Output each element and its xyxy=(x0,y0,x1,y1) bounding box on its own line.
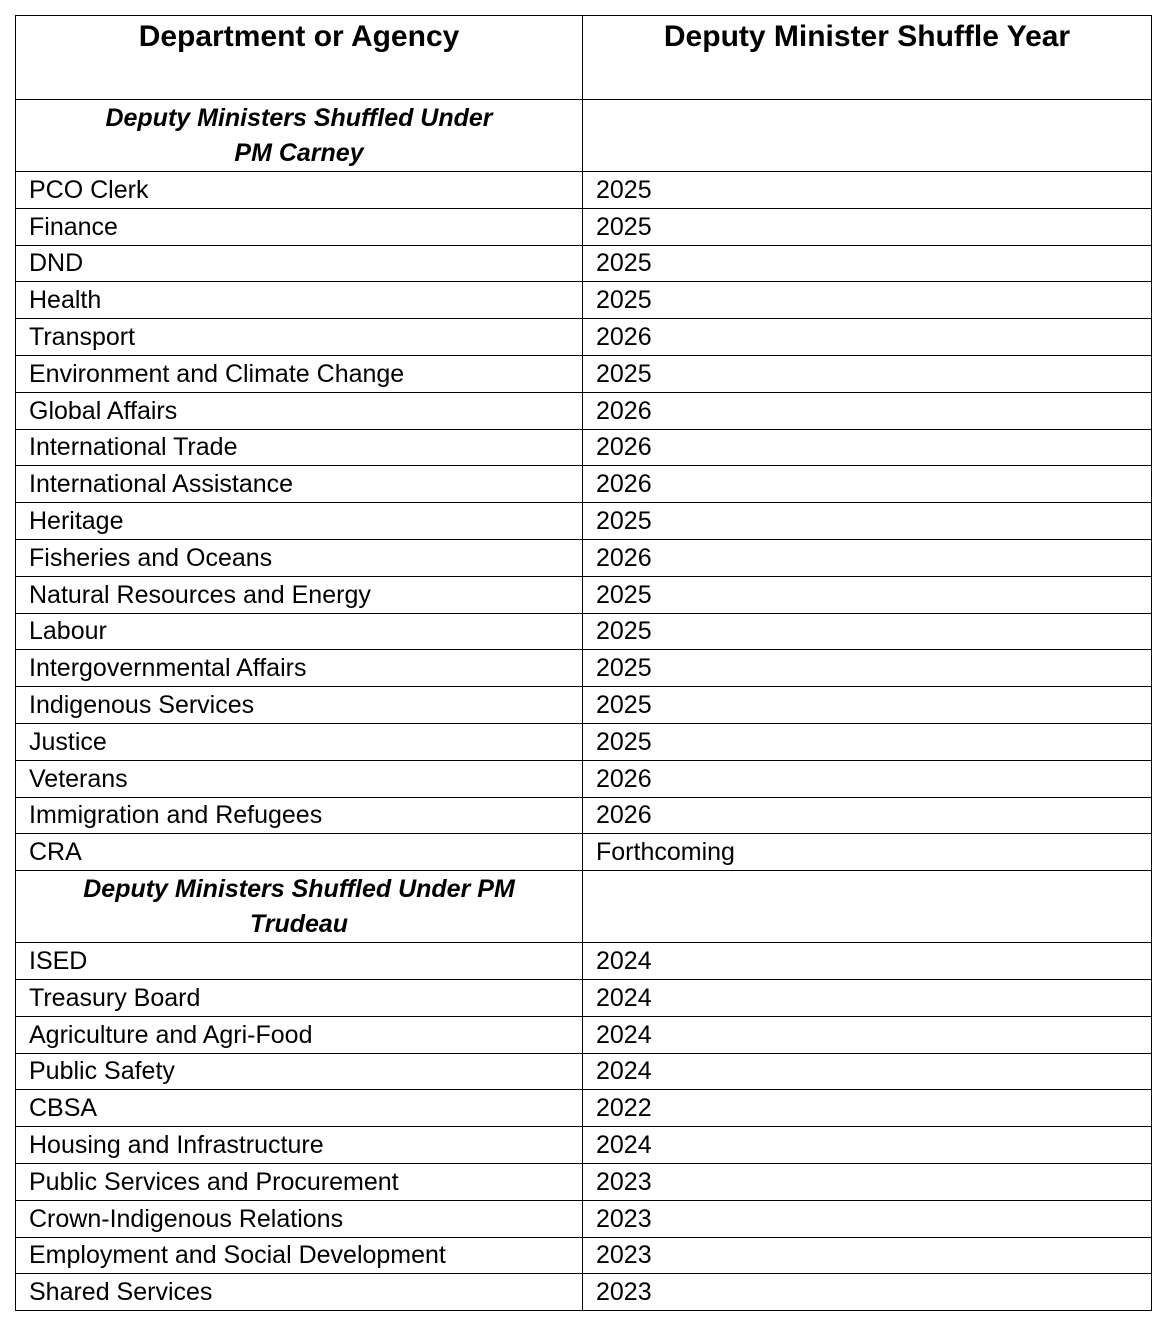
header-department: Department or Agency xyxy=(16,16,583,100)
header-shuffle-year: Deputy Minister Shuffle Year xyxy=(583,16,1152,100)
table-row xyxy=(16,760,1152,797)
shuffle-year-cell: 2024 xyxy=(583,979,1152,1016)
section-header-row xyxy=(16,100,1152,172)
department-cell: Health xyxy=(16,282,583,319)
department-cell: Natural Resources and Energy xyxy=(16,576,583,613)
shuffle-year-cell: 2024 xyxy=(583,1127,1152,1164)
shuffle-year-cell: 2025 xyxy=(583,503,1152,540)
shuffle-year-cell: 2025 xyxy=(583,613,1152,650)
department-cell: Transport xyxy=(16,319,583,356)
shuffle-year-cell: Forthcoming xyxy=(583,834,1152,871)
section-title-line: Deputy Ministers Shuffled Under xyxy=(105,103,493,132)
table-row xyxy=(16,723,1152,760)
table-row xyxy=(16,979,1152,1016)
section-title xyxy=(16,871,583,943)
table-row xyxy=(16,1127,1152,1164)
department-cell: Housing and Infrastructure xyxy=(16,1127,583,1164)
shuffle-year-cell: 2024 xyxy=(583,1016,1152,1053)
shuffle-year-cell: 2025 xyxy=(583,723,1152,760)
shuffle-year-cell: 2025 xyxy=(583,687,1152,724)
table-row xyxy=(16,539,1152,576)
department-cell: Agriculture and Agri-Food xyxy=(16,1016,583,1053)
shuffle-year-cell: 2022 xyxy=(583,1090,1152,1127)
table-row xyxy=(16,392,1152,429)
table-row xyxy=(16,503,1152,540)
table-row xyxy=(16,943,1152,980)
table-row xyxy=(16,576,1152,613)
section-title-line: Deputy Ministers Shuffled Under PM xyxy=(83,874,515,903)
table-row xyxy=(16,172,1152,209)
table-row xyxy=(16,1090,1152,1127)
shuffle-year-cell: 2025 xyxy=(583,282,1152,319)
shuffle-year-cell: 2025 xyxy=(583,172,1152,209)
shuffle-year-cell: 2025 xyxy=(583,650,1152,687)
table-row xyxy=(16,282,1152,319)
shuffle-year-cell: 2023 xyxy=(583,1237,1152,1274)
department-cell: Treasury Board xyxy=(16,979,583,1016)
shuffle-year-cell: 2026 xyxy=(583,539,1152,576)
section-empty-cell xyxy=(583,100,1152,172)
table-row xyxy=(16,797,1152,834)
department-cell: Crown-Indigenous Relations xyxy=(16,1200,583,1237)
section-header-row xyxy=(16,871,1152,943)
department-cell: Employment and Social Development xyxy=(16,1237,583,1274)
shuffle-year-cell: 2025 xyxy=(583,576,1152,613)
table-row xyxy=(16,208,1152,245)
table-row xyxy=(16,355,1152,392)
table-row xyxy=(16,1053,1152,1090)
department-cell: Labour xyxy=(16,613,583,650)
section-title-line: PM Carney xyxy=(234,138,364,167)
department-cell: Intergovernmental Affairs xyxy=(16,650,583,687)
department-cell: Shared Services xyxy=(16,1274,583,1311)
table-row xyxy=(16,1016,1152,1053)
department-cell: CBSA xyxy=(16,1090,583,1127)
department-cell: International Assistance xyxy=(16,466,583,503)
shuffle-year-cell: 2024 xyxy=(583,943,1152,980)
department-cell: Justice xyxy=(16,723,583,760)
department-cell: Environment and Climate Change xyxy=(16,355,583,392)
shuffle-year-cell: 2026 xyxy=(583,797,1152,834)
shuffle-year-cell: 2026 xyxy=(583,319,1152,356)
section-title xyxy=(16,100,583,172)
department-cell: ISED xyxy=(16,943,583,980)
table-row xyxy=(16,687,1152,724)
section-title-line: Trudeau xyxy=(249,909,349,938)
department-cell: Public Services and Procurement xyxy=(16,1163,583,1200)
table-row xyxy=(16,245,1152,282)
department-cell: International Trade xyxy=(16,429,583,466)
department-cell: Immigration and Refugees xyxy=(16,797,583,834)
table-row xyxy=(16,613,1152,650)
shuffle-year-cell: 2026 xyxy=(583,429,1152,466)
header-row xyxy=(16,16,1152,100)
table-row xyxy=(16,1237,1152,1274)
department-cell: Global Affairs xyxy=(16,392,583,429)
shuffle-year-cell: 2023 xyxy=(583,1163,1152,1200)
deputy-minister-table xyxy=(15,15,1152,1311)
shuffle-year-cell: 2025 xyxy=(583,208,1152,245)
shuffle-year-cell: 2023 xyxy=(583,1200,1152,1237)
department-cell: Indigenous Services xyxy=(16,687,583,724)
department-cell: Finance xyxy=(16,208,583,245)
shuffle-year-cell: 2026 xyxy=(583,760,1152,797)
department-cell: CRA xyxy=(16,834,583,871)
department-cell: Fisheries and Oceans xyxy=(16,539,583,576)
shuffle-year-cell: 2025 xyxy=(583,245,1152,282)
department-cell: DND xyxy=(16,245,583,282)
shuffle-year-cell: 2024 xyxy=(583,1053,1152,1090)
table-row xyxy=(16,1274,1152,1311)
section-empty-cell xyxy=(583,871,1152,943)
shuffle-year-cell: 2025 xyxy=(583,355,1152,392)
department-cell: PCO Clerk xyxy=(16,172,583,209)
department-cell: Public Safety xyxy=(16,1053,583,1090)
shuffle-year-cell: 2026 xyxy=(583,466,1152,503)
table-row xyxy=(16,1163,1152,1200)
shuffle-year-cell: 2026 xyxy=(583,392,1152,429)
shuffle-year-cell: 2023 xyxy=(583,1274,1152,1311)
department-cell: Heritage xyxy=(16,503,583,540)
table-row xyxy=(16,466,1152,503)
table-row xyxy=(16,1200,1152,1237)
table-row xyxy=(16,650,1152,687)
table-row xyxy=(16,319,1152,356)
table-row xyxy=(16,429,1152,466)
department-cell: Veterans xyxy=(16,760,583,797)
table-row xyxy=(16,834,1152,871)
